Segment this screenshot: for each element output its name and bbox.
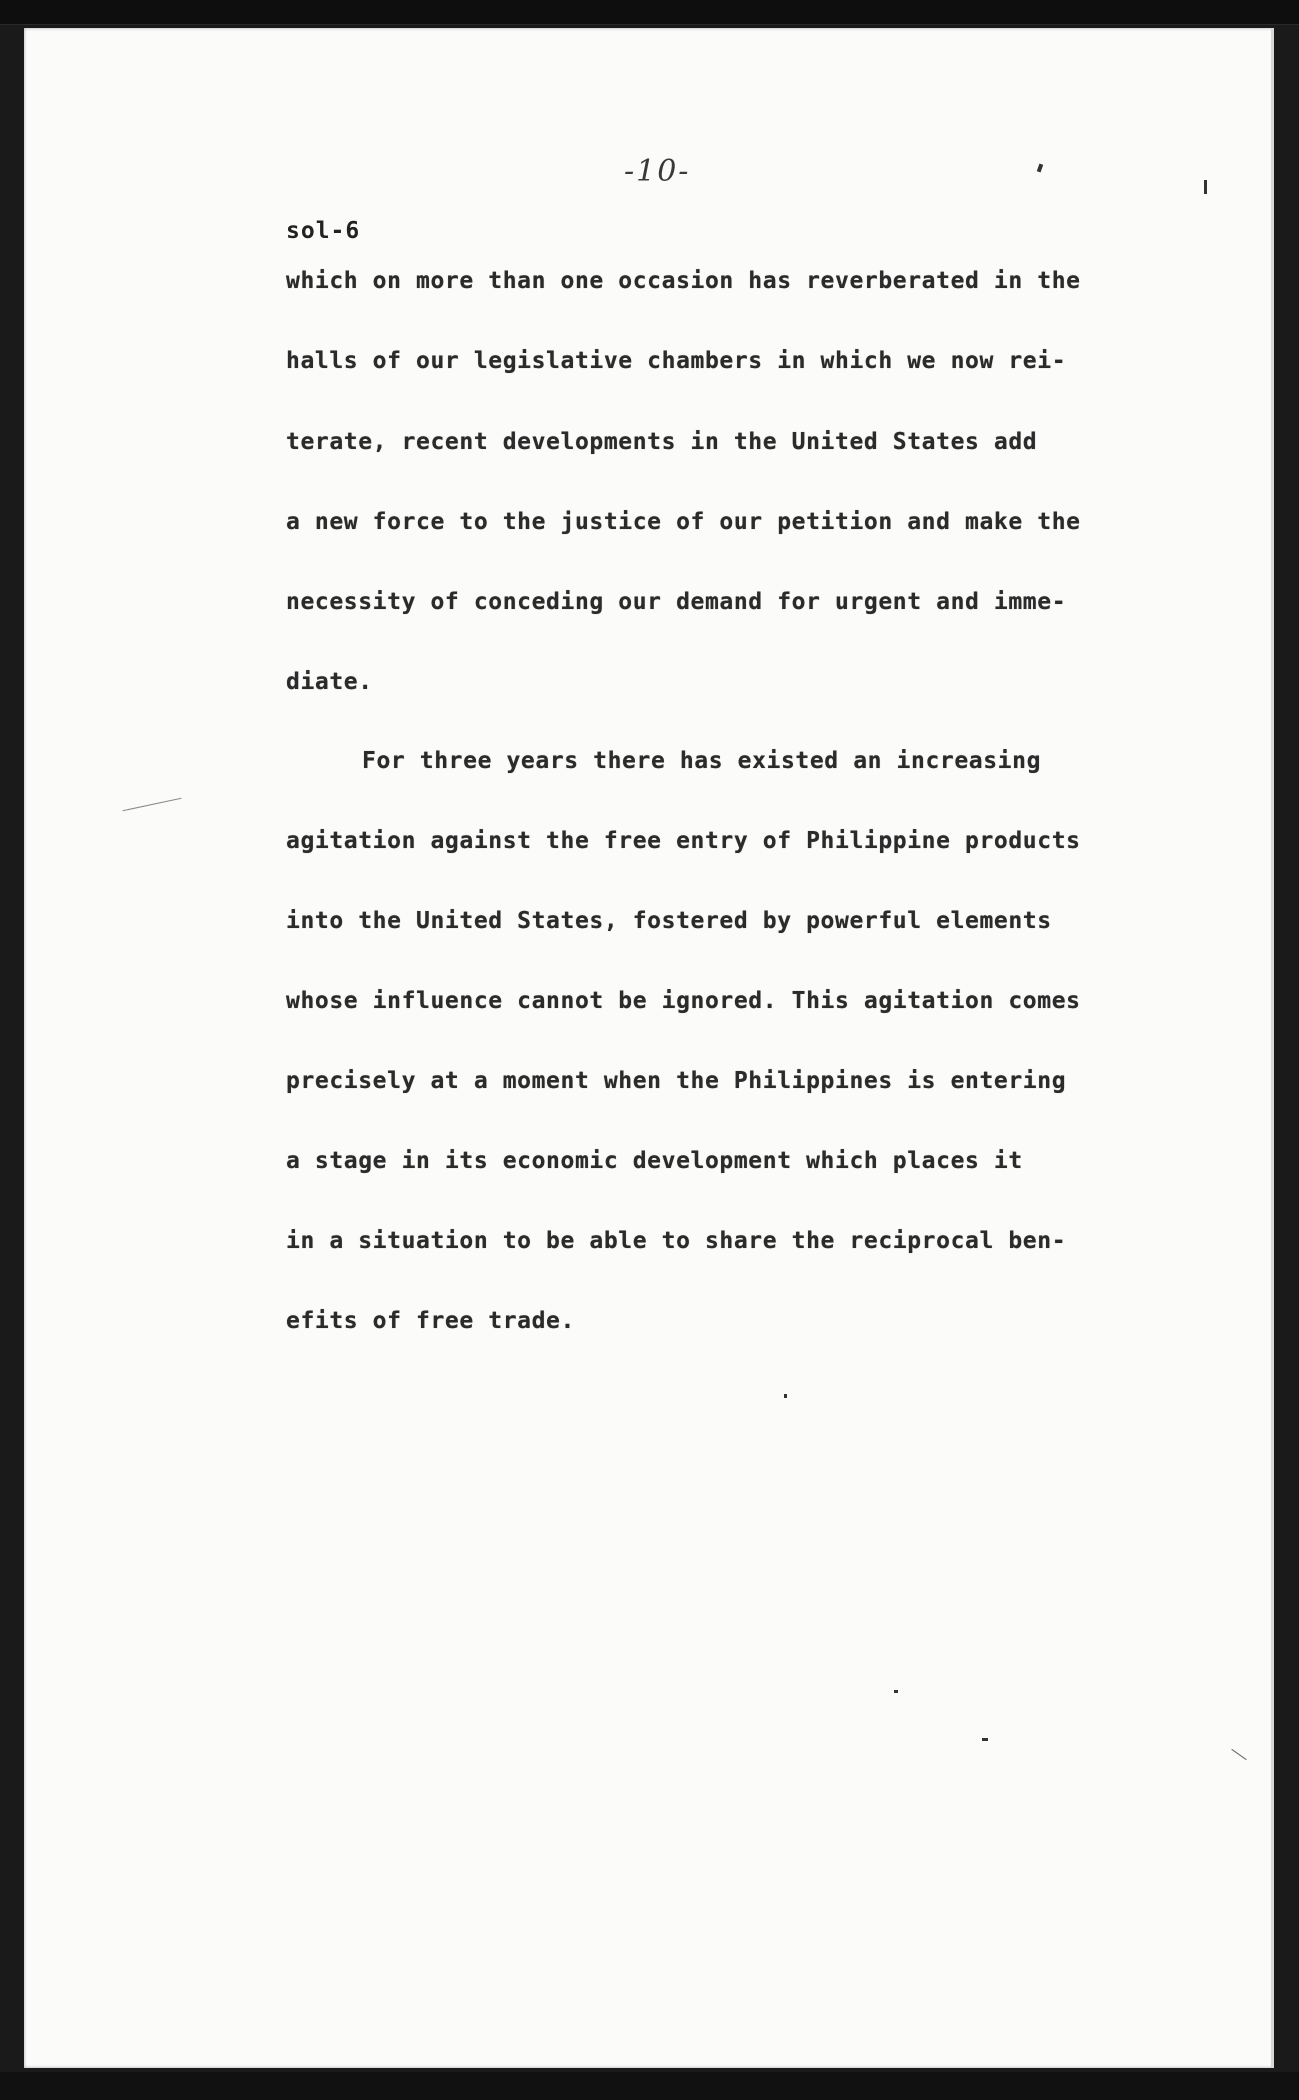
text-line: a new force to the justice of our petition and make the — [286, 509, 1081, 535]
text-line: in a situation to be able to share the reciprocal ben- — [286, 1228, 1067, 1254]
scan-speck — [1204, 180, 1207, 194]
scan-top-border — [0, 0, 1299, 25]
text-line: whose influence cannot be ignored. This agitation comes — [286, 988, 1081, 1014]
text-line: efits of free trade. — [286, 1308, 575, 1334]
text-line: which on more than one occasion has reverberated in the — [286, 268, 1081, 294]
text-line: precisely at a moment when the Philippines is entering — [286, 1068, 1067, 1094]
scan-speck — [894, 1690, 898, 1693]
scan-speck — [784, 1394, 787, 1398]
reference-code: sol-6 — [286, 218, 361, 244]
text-line: into the United States, fostered by powerful elements — [286, 908, 1052, 934]
text-line: For three years there has existed an increasing — [362, 748, 1042, 774]
text-line: diate. — [286, 669, 373, 695]
scan-speck — [982, 1738, 988, 1741]
page-number: -10- — [624, 154, 691, 189]
text-line: a stage in its economic development which places it — [286, 1148, 1023, 1174]
text-line: terate, recent developments in the United States add — [286, 429, 1038, 455]
scan-speck — [1037, 164, 1043, 173]
text-line: agitation against the free entry of Philippine products — [286, 828, 1081, 854]
scan-bottom-border — [0, 2072, 1299, 2100]
scan-speck — [1231, 1749, 1246, 1760]
text-line: necessity of conceding our demand for urgent and imme- — [286, 589, 1067, 615]
text-line: halls of our legislative chambers in which we now rei- — [286, 348, 1067, 374]
document-page — [24, 28, 1274, 2068]
scan-speck — [123, 798, 182, 811]
page-edge — [1271, 28, 1274, 2068]
